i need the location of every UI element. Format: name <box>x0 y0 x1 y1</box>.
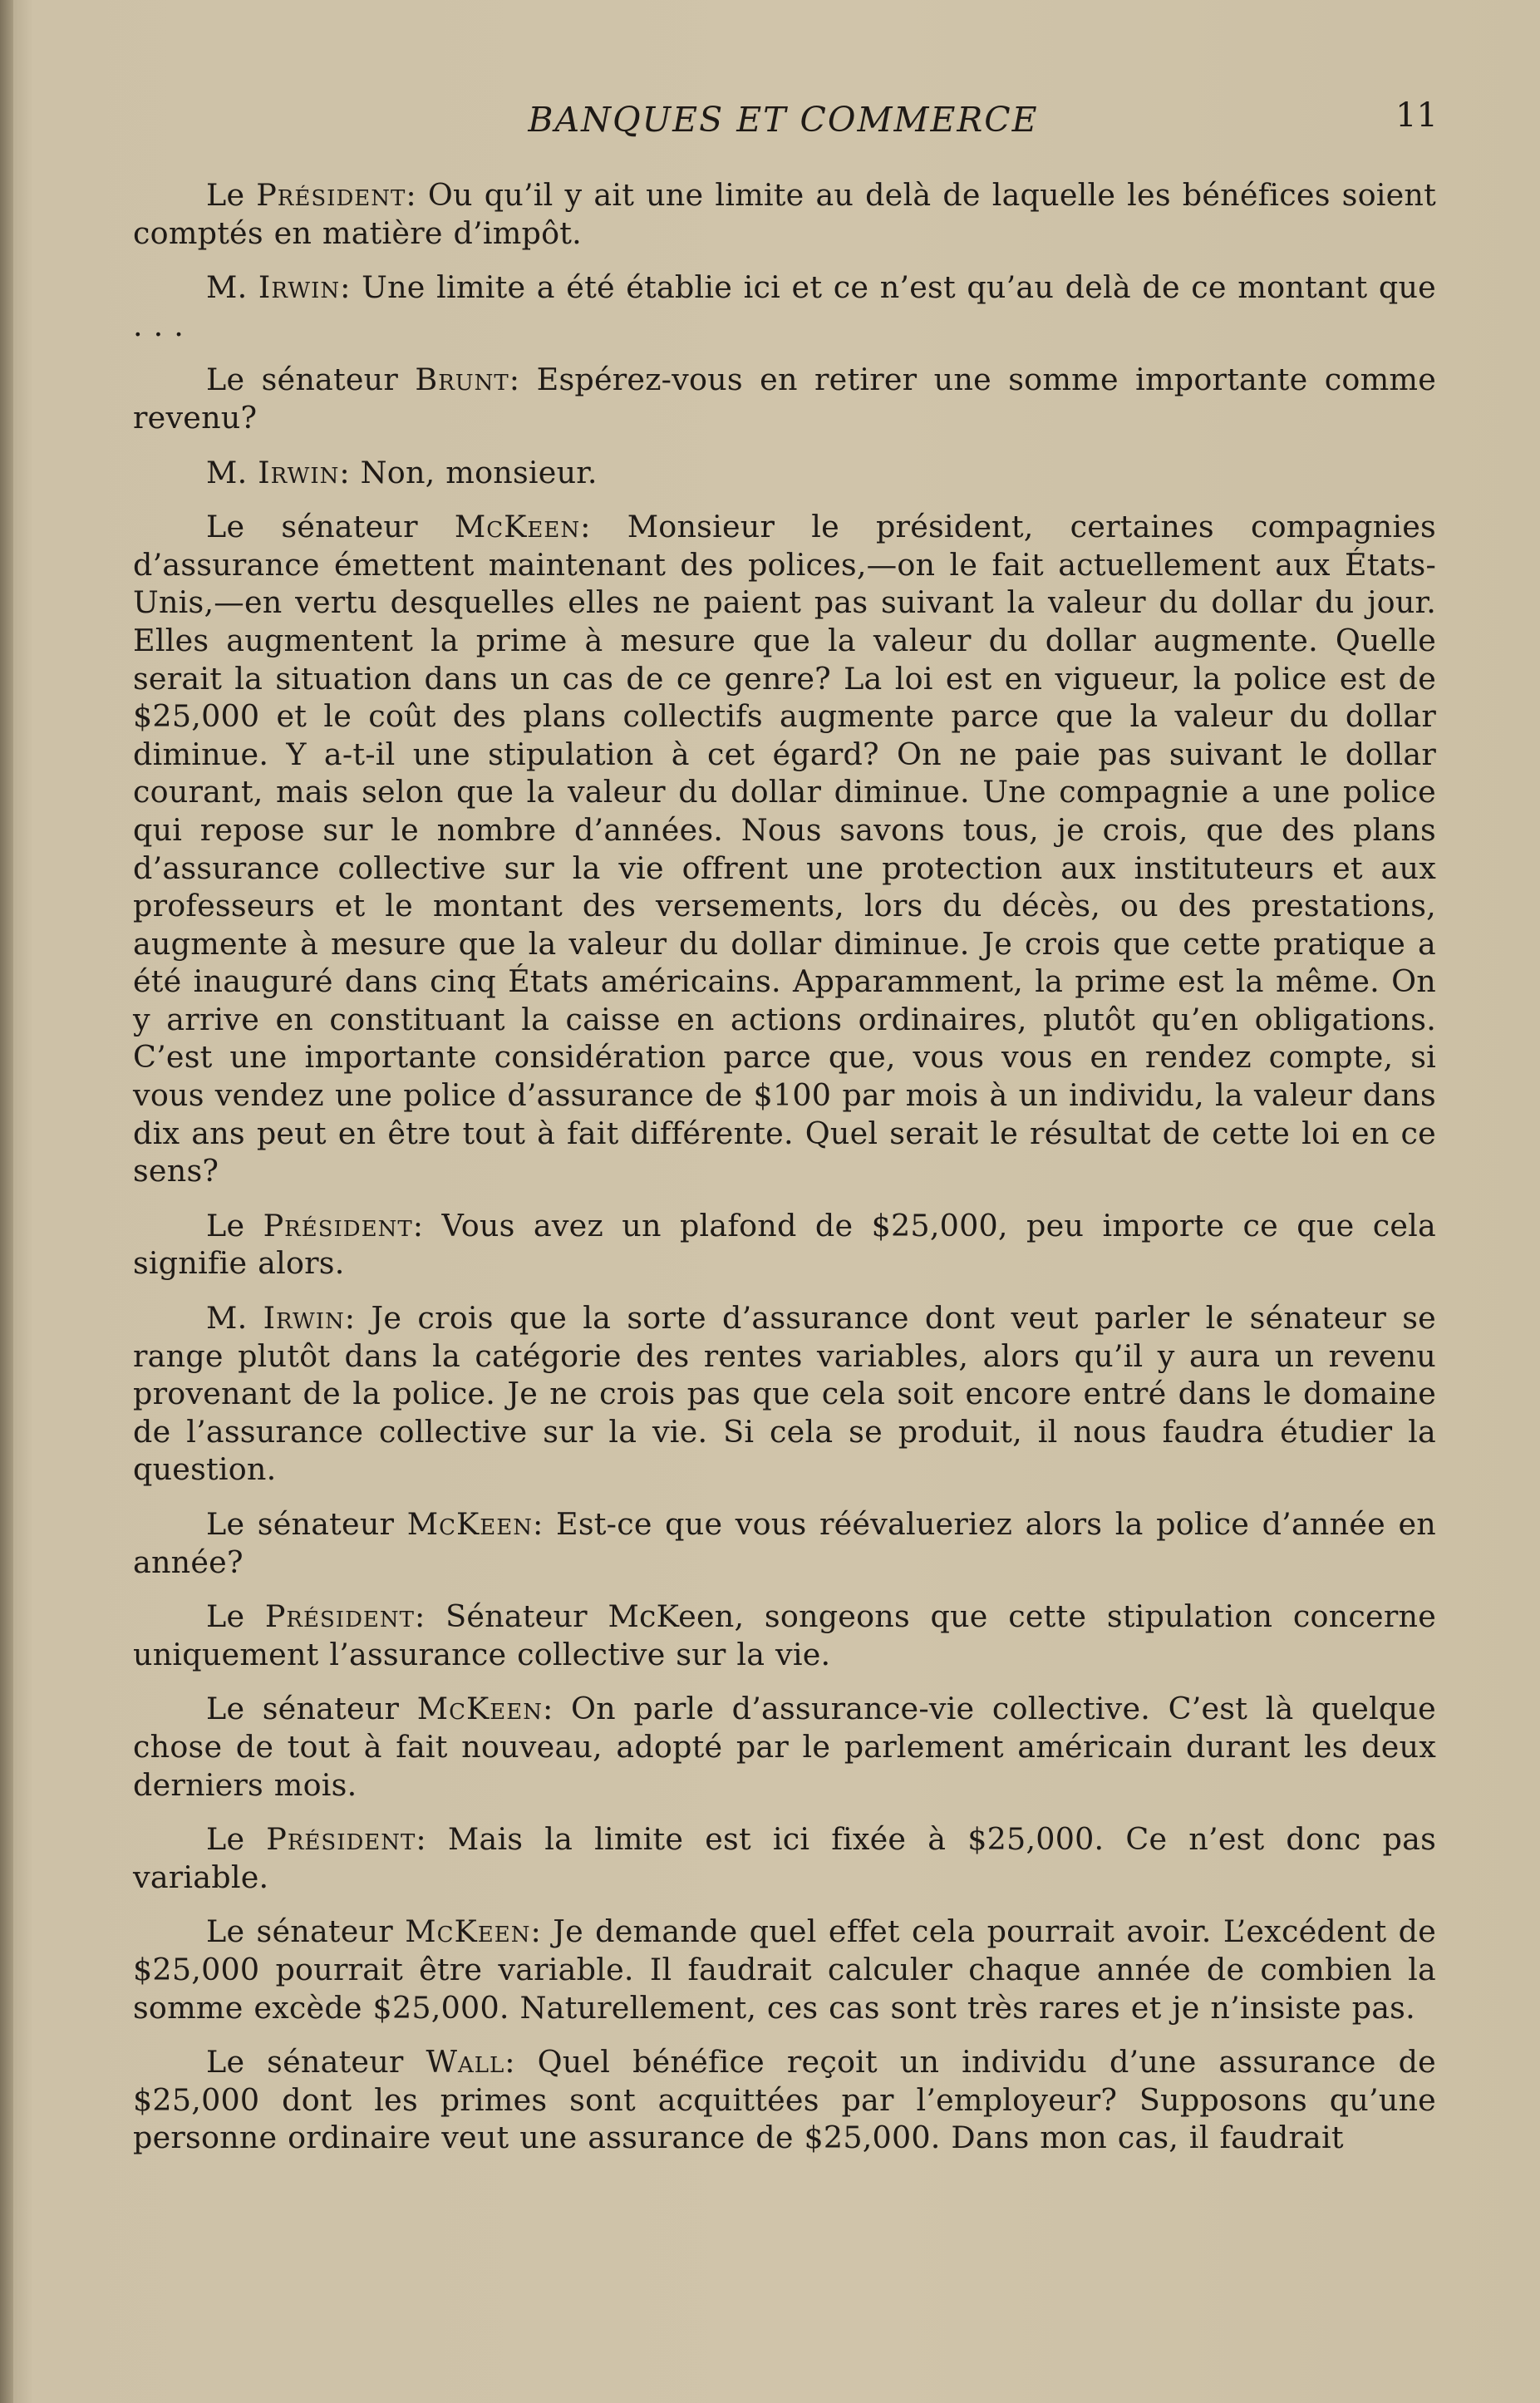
speaker-prefix: Le sénateur <box>206 362 416 398</box>
paragraph-text: : Espérez-vous en retirer une somme importante comme revenu? <box>133 362 1436 436</box>
speaker-prefix: M. <box>206 454 258 490</box>
speaker-prefix: Le <box>206 177 257 213</box>
speaker-prefix: Le sénateur <box>206 1506 407 1542</box>
paragraph <box>133 268 1436 344</box>
speaker-prefix: Le <box>206 1207 263 1243</box>
speaker-prefix: Le <box>206 1598 265 1635</box>
speaker-name: Président <box>256 177 406 213</box>
paragraph <box>133 454 1436 492</box>
speaker-name: Irwin <box>258 454 340 490</box>
paragraph-text: : Non, monsieur. <box>339 454 598 490</box>
paragraph-text: : Vous avez un plafond de $25,000, peu importe ce que cela signifie alors. <box>133 1207 1436 1282</box>
speaker-name: McKeen <box>416 1691 543 1727</box>
transcript-body <box>133 176 1436 2174</box>
paragraph <box>133 508 1436 1190</box>
speaker-name: Président <box>264 1598 415 1635</box>
paragraph-text: : Mais la limite est ici fixée à $25,000. Ce n’est donc pas variable. <box>133 1821 1436 1895</box>
paragraph-text: : Sénateur McKeen, songeons que cette stipulation concerne uniquement l’assurance collective sur la vie. <box>133 1598 1436 1672</box>
paragraph <box>133 1913 1436 2026</box>
paragraph <box>133 1598 1436 1673</box>
speaker-name: McKeen <box>406 1506 533 1542</box>
paragraph <box>133 176 1436 252</box>
paragraph <box>133 1299 1436 1489</box>
speaker-name: McKeen <box>454 509 581 545</box>
paragraph <box>133 1820 1436 1896</box>
paragraph-text: : Est-ce que vous réévalueriez alors la police d’année en année? <box>133 1506 1436 1580</box>
paragraph <box>133 1207 1436 1283</box>
paragraph-text: : Une limite a été établie ici et ce n’est qu’au delà de ce montant que . . . <box>133 269 1436 343</box>
speaker-prefix: Le <box>206 1821 267 1858</box>
running-title: BANQUES ET COMMERCE <box>528 100 1039 140</box>
speaker-prefix: M. <box>206 269 258 306</box>
speaker-name: Wall <box>426 2044 505 2080</box>
speaker-prefix: Le sénateur <box>206 1913 406 1950</box>
speaker-prefix: M. <box>206 1300 263 1337</box>
paragraph-text: : On parle d’assurance-vie collective. C’est là quelque chose de tout à fait nouveau, adopté par le parlement américain durant les deux derniers mois. <box>133 1691 1436 1803</box>
book-spine-edge <box>0 0 13 2403</box>
speaker-prefix: Le sénateur <box>206 509 455 545</box>
paragraph-text: : Monsieur le président, certaines compagnies d’assurance émettent maintenant des polices,—on le fait actuellement aux États-Unis,—en vertu desquelles elles ne paient pas suivant la valeur du dollar du jour. Elles augmentent la prime à mesure que la valeur du dollar augmente. Quelle serait la situation dans un cas de ce genre? La loi est en vigueur, la police est de $25,000 et le coût des plans collectifs augmente parce que la valeur du dollar diminue. Y a-t-il une stipulation à cet égard? On ne paie pas suivant le dollar courant, mais selon que la valeur du dollar diminue. Une compagnie a une police qui repose sur le nombre d’années. Nous savons tous, je crois, que des plans d’assurance collective sur la vie offrent une protection aux instituteurs et aux professeurs et le montant des versements, lors du décès, ou des prestations, augmente à mesure que la valeur du dollar diminue. Je crois que cette pratique a été inauguré dans cinq États américains. Apparamment, la prime est la même. On y arrive en constituant la caisse en actions ordinaires, plutôt qu’en obligations. C’est une importante considération parce que, vous vous en rendez compte, si vous vendez une police d’assurance de $100 par mois à un individu, la valeur dans dix ans peut en être tout à fait différente. Quel serait le résultat de cette loi en ce sens? <box>133 509 1436 1189</box>
speaker-name: Irwin <box>258 269 341 306</box>
speaker-name: McKeen <box>405 1913 531 1950</box>
page-number: 11 <box>1395 96 1438 135</box>
paragraph <box>133 2043 1436 2157</box>
paragraph-text: : Je crois que la sorte d’assurance dont veut parler le sénateur se range plutôt dans la catégorie des rentes variables, alors qu’il y aura un revenu provenant de la police. Je ne crois pas que cela soit encore entré dans le domaine de l’assurance collective sur la vie. Si cela se produit, il nous faudra étudier la question. <box>133 1300 1436 1488</box>
paragraph <box>133 361 1436 436</box>
speaker-prefix: Le sénateur <box>206 2044 426 2080</box>
speaker-name: Président <box>266 1821 416 1858</box>
speaker-name: Président <box>263 1207 413 1243</box>
speaker-prefix: Le sénateur <box>206 1691 417 1727</box>
paragraph <box>133 1505 1436 1581</box>
paragraph-text: : Ou qu’il y ait une limite au delà de laquelle les bénéfices soient comptés en matière d’impôt. <box>133 177 1436 251</box>
page-header <box>129 91 1438 158</box>
speaker-name: Brunt <box>415 362 509 398</box>
speaker-name: Irwin <box>263 1300 345 1337</box>
paragraph-text: : Quel bénéfice reçoit un individu d’une assurance de $25,000 dont les primes sont acquittées par l’employeur? Supposons qu’une personne ordinaire veut une assurance de $25,000. Dans mon cas, il faudrait <box>133 2044 1436 2156</box>
paragraph <box>133 1690 1436 1804</box>
paragraph-text: : Je demande quel effet cela pourrait avoir. L’excédent de $25,000 pourrait être variable. Il faudrait calculer chaque année de combien la somme excède $25,000. Naturellement, ces cas sont très rares et je n’insiste pas. <box>133 1913 1436 2026</box>
